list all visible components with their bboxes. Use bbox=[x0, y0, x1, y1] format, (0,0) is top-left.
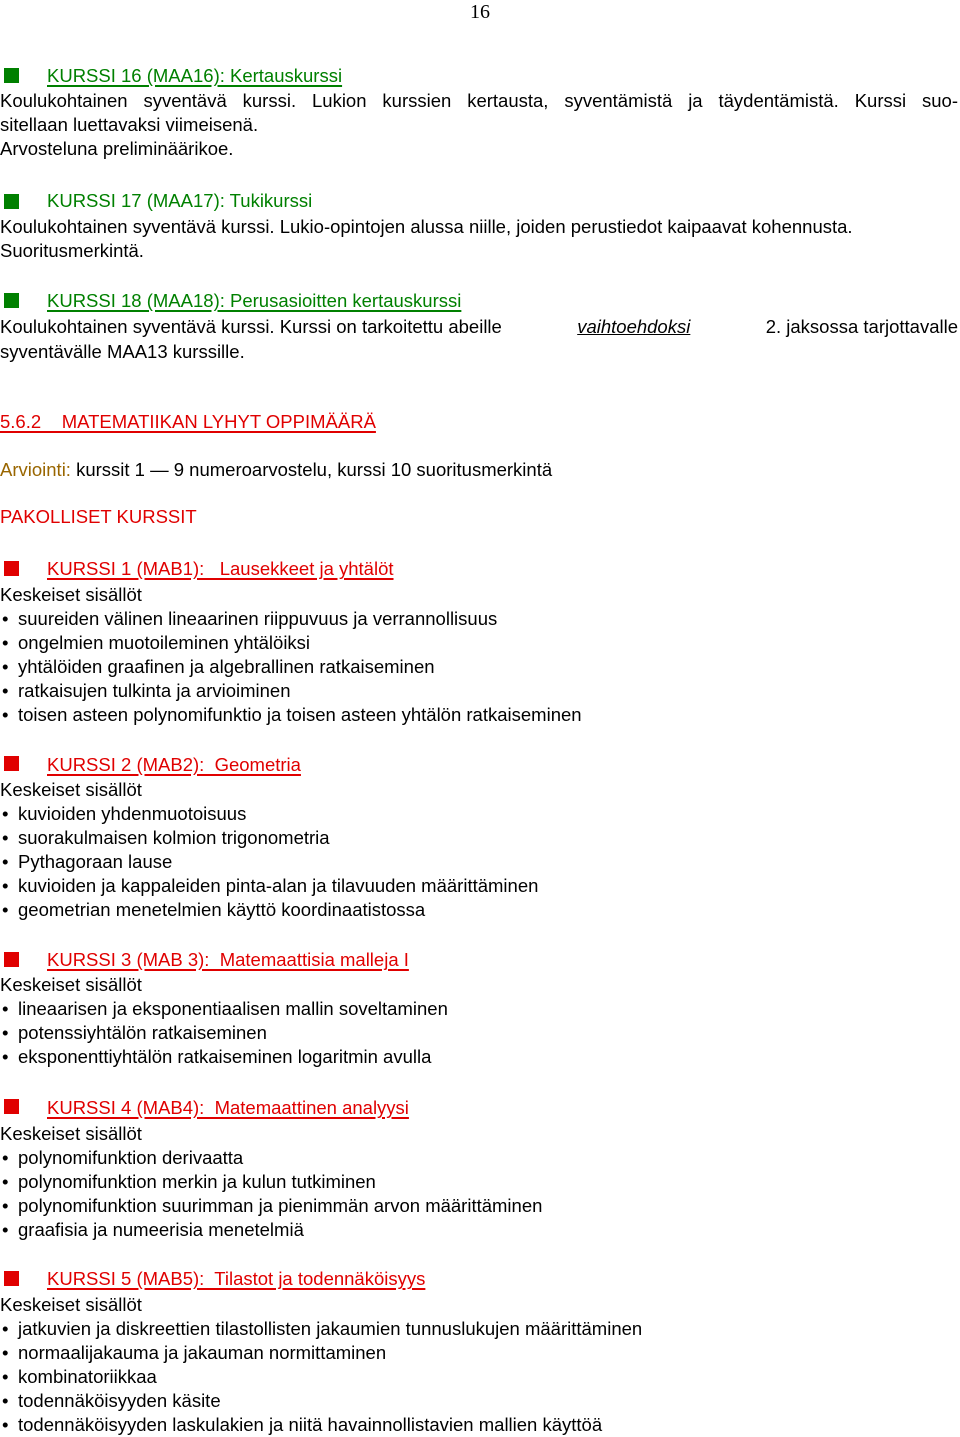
course-title-maa18: KURSSI 18 (MAA18): Perusasioitten kertauskurssi bbox=[47, 290, 462, 311]
green-square-icon bbox=[4, 68, 19, 83]
maa16-description-line2: sitellaan luettavaksi viimeisenä. bbox=[0, 114, 259, 135]
maa17-description-line1: Koulukohtainen syventävä kurssi. Lukio-opintojen alussa niille, joiden perustiedot kaipaavat kohennusta. bbox=[0, 216, 853, 237]
course-content-list-mab3 bbox=[0, 997, 448, 1069]
maa16-description-line1: Koulukohtainen syventävä kurssi. Lukion kurssien kertausta, syventämistä ja täydentämistä. Kurssi suo- bbox=[0, 90, 958, 111]
arviointi-line bbox=[0, 459, 552, 481]
list-item: • polynomifunktion suurimman ja pienimmän arvon määrittäminen bbox=[0, 1194, 542, 1218]
list-item: • polynomifunktion derivaatta bbox=[0, 1146, 542, 1170]
list-item: • suorakulmaisen kolmion trigonometria bbox=[0, 826, 538, 850]
arviointi-label: Arviointi: bbox=[0, 459, 71, 480]
list-item: • todennäköisyyden laskulakien ja niitä havainnollistavien mallien käyttöä bbox=[0, 1413, 642, 1437]
red-square-icon bbox=[4, 1271, 19, 1286]
list-item: • potenssiyhtälön ratkaiseminen bbox=[0, 1021, 448, 1045]
maa18-text-b: 2. jaksossa tarjottavalle bbox=[765, 316, 958, 337]
course-subheading-mab2: Keskeiset sisällöt bbox=[0, 779, 142, 800]
course-subheading-mab5: Keskeiset sisällöt bbox=[0, 1294, 142, 1315]
list-item: • toisen asteen polynomifunktio ja toisen asteen yhtälön ratkaiseminen bbox=[0, 703, 582, 727]
red-square-icon bbox=[4, 952, 19, 967]
page-number: 16 bbox=[470, 1, 490, 23]
course-title-mab2: KURSSI 2 (MAB2): Geometria bbox=[47, 754, 301, 775]
course-content-list-mab5 bbox=[0, 1317, 642, 1437]
course-title-maa17: KURSSI 17 (MAA17): Tukikurssi bbox=[47, 190, 313, 211]
maa18-description-line2: syventävälle MAA13 kurssille. bbox=[0, 341, 245, 362]
course-content-list-mab1 bbox=[0, 607, 582, 727]
course-content-list-mab2 bbox=[0, 802, 538, 922]
arviointi-text: kurssit 1 — 9 numeroarvostelu, kurssi 10 suoritusmerkintä bbox=[70, 459, 553, 480]
course-content-list-mab4 bbox=[0, 1146, 542, 1242]
course-subheading-mab1: Keskeiset sisällöt bbox=[0, 584, 142, 605]
course-title-mab1: KURSSI 1 (MAB1): Lausekkeet ja yhtälöt bbox=[47, 558, 394, 579]
course-title-mab3: KURSSI 3 (MAB 3): Matemaattisia malleja I bbox=[47, 949, 409, 970]
red-square-icon bbox=[4, 561, 19, 576]
list-item: • graafisia ja numeerisia menetelmiä bbox=[0, 1218, 542, 1242]
list-item: • Pythagoraan lause bbox=[0, 850, 538, 874]
list-item: • todennäköisyyden käsite bbox=[0, 1389, 642, 1413]
course-subheading-mab3: Keskeiset sisällöt bbox=[0, 974, 142, 995]
list-item: • kombinatoriikkaa bbox=[0, 1365, 642, 1389]
course-title-mab4: KURSSI 4 (MAB4): Matemaattinen analyysi bbox=[47, 1097, 409, 1118]
list-item: • ongelmien muotoileminen yhtälöiksi bbox=[0, 631, 582, 655]
green-square-icon bbox=[4, 293, 19, 308]
maa16-description-line3: Arvosteluna preliminäärikoe. bbox=[0, 138, 234, 159]
list-item: • kuvioiden yhdenmuotoisuus bbox=[0, 802, 538, 826]
list-item: • polynomifunktion merkin ja kulun tutkiminen bbox=[0, 1170, 542, 1194]
maa17-description-line2: Suoritusmerkintä. bbox=[0, 240, 144, 261]
list-item: • lineaarisen ja eksponentiaalisen mallin soveltaminen bbox=[0, 997, 448, 1021]
list-item: • geometrian menetelmien käyttö koordinaatistossa bbox=[0, 898, 538, 922]
maa18-text-emphasis: vaihtoehdoksi bbox=[577, 316, 691, 337]
course-title-mab5: KURSSI 5 (MAB5): Tilastot ja todennäköisyys bbox=[47, 1268, 426, 1289]
list-item: • yhtälöiden graafinen ja algebrallinen ratkaiseminen bbox=[0, 655, 582, 679]
course-subheading-mab4: Keskeiset sisällöt bbox=[0, 1123, 142, 1144]
list-item: • kuvioiden ja kappaleiden pinta-alan ja tilavuuden määrittäminen bbox=[0, 874, 538, 898]
list-item: • jatkuvien ja diskreettien tilastollisten jakaumien tunnuslukujen määrittäminen bbox=[0, 1317, 642, 1341]
list-item: • ratkaisujen tulkinta ja arvioiminen bbox=[0, 679, 582, 703]
list-item: • normaalijakauma ja jakauman normittaminen bbox=[0, 1341, 642, 1365]
pakolliset-heading: PAKOLLISET KURSSIT bbox=[0, 506, 197, 527]
list-item: • eksponenttiyhtälön ratkaiseminen logaritmin avulla bbox=[0, 1045, 448, 1069]
course-title-maa16: KURSSI 16 (MAA16): Kertauskurssi bbox=[47, 65, 343, 86]
green-square-icon bbox=[4, 194, 19, 209]
red-square-icon bbox=[4, 756, 19, 771]
list-item: • suureiden välinen lineaarinen riippuvuus ja verrannollisuus bbox=[0, 607, 582, 631]
maa18-description-line1 bbox=[0, 316, 958, 338]
maa18-text-a: Koulukohtainen syventävä kurssi. Kurssi on tarkoitettu abeille bbox=[0, 316, 502, 337]
section-heading: 5.6.2 MATEMATIIKAN LYHYT OPPIMÄÄRÄ bbox=[0, 411, 376, 432]
red-square-icon bbox=[4, 1099, 19, 1114]
